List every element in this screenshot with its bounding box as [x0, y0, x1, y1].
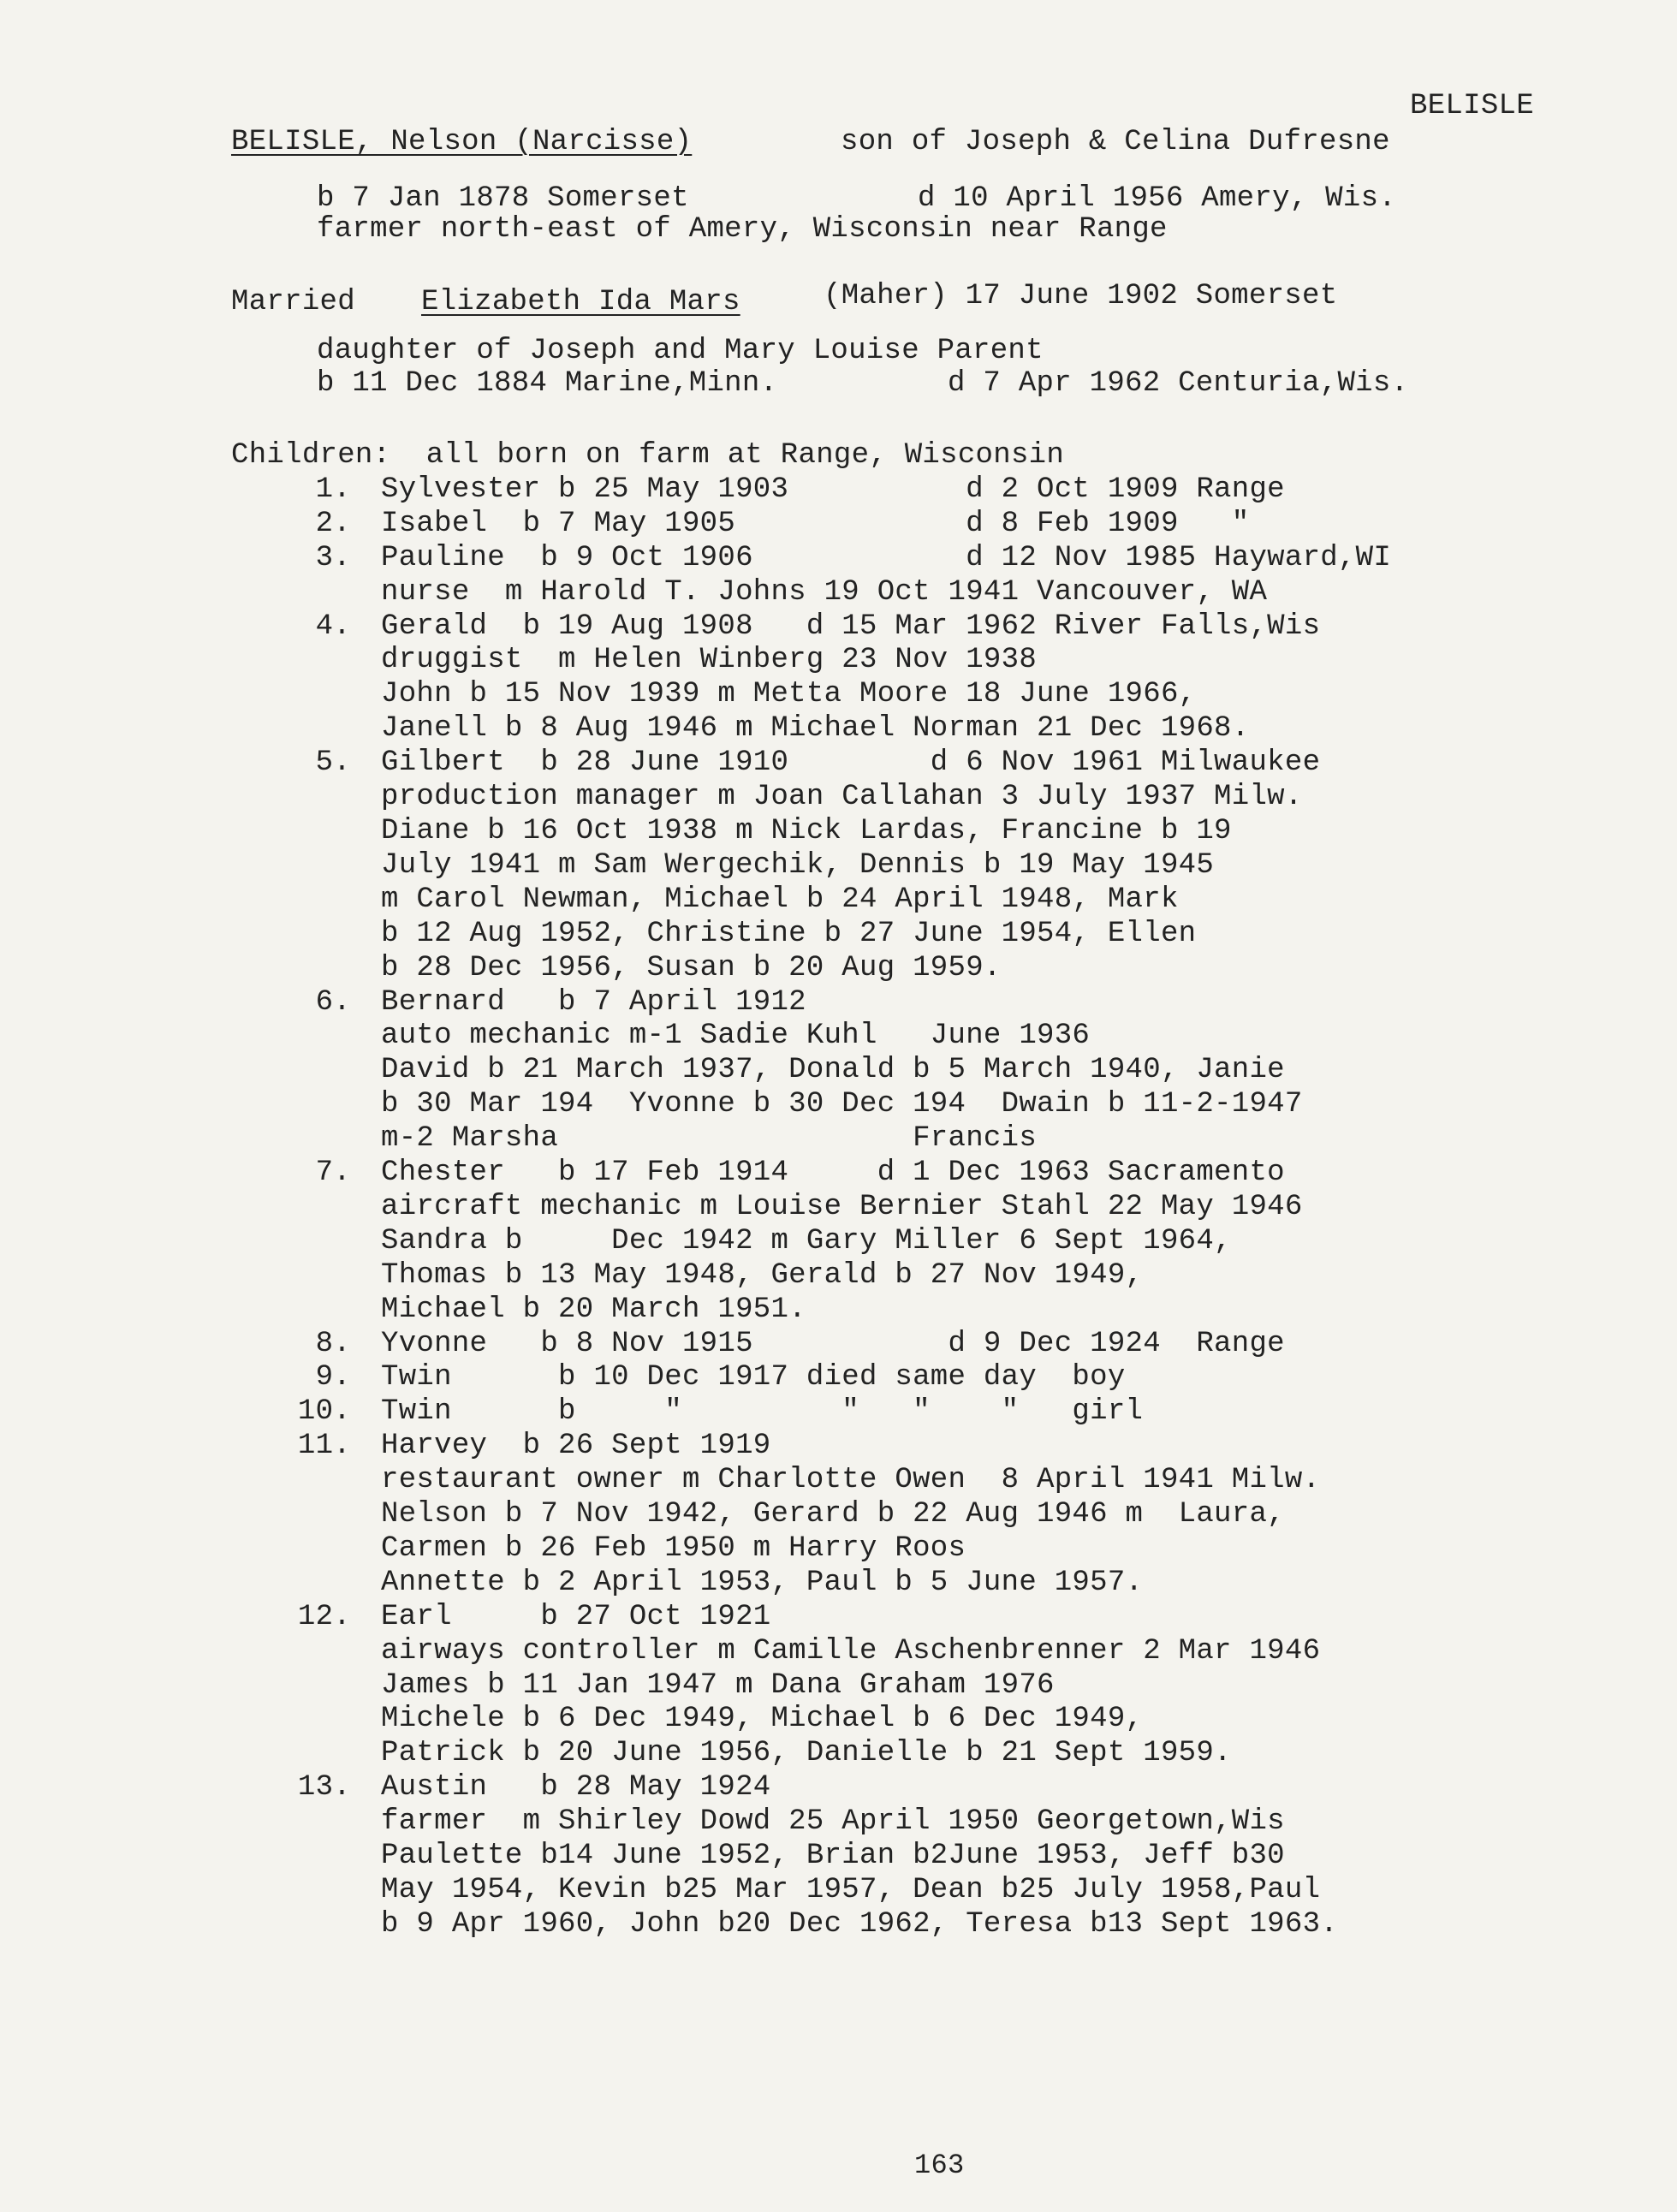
child-detail-line: Patrick b 20 June 1956, Danielle b 21 Sept 1959.	[381, 1737, 1232, 1769]
child-number: 1.	[315, 473, 351, 506]
child-detail-line: John b 15 Nov 1939 m Metta Moore 18 June 1966,	[381, 678, 1197, 711]
child-detail-line: production manager m Joan Callahan 3 July 1937 Milw.	[381, 781, 1303, 813]
child-detail-line: aircraft mechanic m Louise Bernier Stahl 22 May 1946	[381, 1191, 1303, 1223]
children-intro: Children: all born on farm at Range, Wisconsin	[231, 439, 1065, 472]
child-detail-line: Nelson b 7 Nov 1942, Gerard b 22 Aug 1946 m Laura,	[381, 1498, 1285, 1531]
child-number: 4.	[315, 610, 351, 643]
child-entry: Twin b " " " " girl	[381, 1395, 1144, 1428]
child-number: 6.	[315, 986, 351, 1019]
child-detail-line: July 1941 m Sam Wergechik, Dennis b 19 May 1945	[381, 849, 1215, 882]
child-detail-line: Sandra b Dec 1942 m Gary Miller 6 Sept 1964,	[381, 1225, 1232, 1258]
child-detail-line: farmer m Shirley Dowd 25 April 1950 Georgetown,Wis	[381, 1805, 1285, 1838]
child-entry: Earl b 27 Oct 1921	[381, 1601, 771, 1633]
child-entry: Yvonne b 8 Nov 1915 d 9 Dec 1924 Range	[381, 1328, 1285, 1360]
child-number: 5.	[315, 746, 351, 779]
child-detail-line: airways controller m Camille Aschenbrenner 2 Mar 1946	[381, 1635, 1321, 1668]
child-number: 7.	[315, 1157, 351, 1189]
subject-death: d 10 April 1956 Amery, Wis.	[918, 182, 1396, 215]
child-number: 9.	[315, 1361, 351, 1394]
child-entry: Harvey b 26 Sept 1919	[381, 1430, 771, 1462]
child-number: 13.	[297, 1771, 351, 1804]
married-label: Married	[231, 286, 355, 318]
child-detail-line: restaurant owner m Charlotte Owen 8 April 1941 Milw.	[381, 1464, 1321, 1496]
subject-birth: b 7 Jan 1878 Somerset	[317, 182, 689, 215]
surname-header: BELISLE	[1410, 90, 1534, 122]
child-detail-line: May 1954, Kevin b25 Mar 1957, Dean b25 July 1958,Paul	[381, 1874, 1321, 1906]
child-detail-line: Diane b 16 Oct 1938 m Nick Lardas, Francine b 19	[381, 815, 1232, 847]
child-entry: Gerald b 19 Aug 1908 d 15 Mar 1962 River Falls,Wis	[381, 610, 1321, 643]
child-detail-line: Michele b 6 Dec 1949, Michael b 6 Dec 1949,	[381, 1703, 1144, 1735]
child-entry: Twin b 10 Dec 1917 died same day boy	[381, 1361, 1126, 1394]
subject-name: BELISLE, Nelson (Narcisse)	[231, 126, 693, 158]
child-detail-line: b 28 Dec 1956, Susan b 20 Aug 1959.	[381, 952, 1002, 984]
child-entry: Bernard b 7 April 1912	[381, 986, 806, 1019]
child-entry: Chester b 17 Feb 1914 d 1 Dec 1963 Sacramento	[381, 1157, 1285, 1189]
spouse-name: Elizabeth Ida Mars	[421, 286, 740, 318]
child-number: 10.	[297, 1395, 351, 1428]
child-entry: Isabel b 7 May 1905 d 8 Feb 1909 "	[381, 508, 1250, 540]
child-number: 2.	[315, 508, 351, 540]
child-entry: Pauline b 9 Oct 1906 d 12 Nov 1985 Hayward,WI	[381, 542, 1392, 574]
child-detail-line: druggist m Helen Winberg 23 Nov 1938	[381, 644, 1038, 676]
child-detail-line: Janell b 8 Aug 1946 m Michael Norman 21 Dec 1968.	[381, 712, 1250, 745]
child-detail-line: Paulette b14 June 1952, Brian b2June 1953, Jeff b30	[381, 1840, 1285, 1872]
child-detail-line: Carmen b 26 Feb 1950 m Harry Roos	[381, 1532, 966, 1565]
marriage-details: (Maher) 17 June 1902 Somerset	[824, 280, 1338, 312]
spouse-birth: b 11 Dec 1884 Marine,Minn.	[317, 367, 778, 400]
child-detail-line: David b 21 March 1937, Donald b 5 March 1940, Janie	[381, 1054, 1285, 1086]
page-number: 163	[914, 2150, 965, 2181]
spouse-death: d 7 Apr 1962 Centuria,Wis.	[948, 367, 1409, 400]
child-detail-line: m Carol Newman, Michael b 24 April 1948, Mark	[381, 883, 1179, 916]
child-entry: Gilbert b 28 June 1910 d 6 Nov 1961 Milwaukee	[381, 746, 1321, 779]
subject-parents: son of Joseph & Celina Dufresne	[841, 126, 1390, 158]
subject-occupation: farmer north-east of Amery, Wisconsin near Range	[317, 213, 1168, 246]
child-detail-line: b 12 Aug 1952, Christine b 27 June 1954, Ellen	[381, 918, 1197, 950]
child-number: 3.	[315, 542, 351, 574]
child-detail-line: auto mechanic m-1 Sadie Kuhl June 1936	[381, 1020, 1091, 1052]
child-detail-line: James b 11 Jan 1947 m Dana Graham 1976	[381, 1669, 1055, 1702]
child-detail-line: Annette b 2 April 1953, Paul b 5 June 1957.	[381, 1567, 1144, 1599]
child-entry: Sylvester b 25 May 1903 d 2 Oct 1909 Range	[381, 473, 1285, 506]
child-detail-line: Michael b 20 March 1951.	[381, 1293, 806, 1326]
child-number: 11.	[297, 1430, 351, 1462]
child-number: 8.	[315, 1328, 351, 1360]
child-number: 12.	[297, 1601, 351, 1633]
child-detail-line: b 30 Mar 194 Yvonne b 30 Dec 194 Dwain b 11-2-1947	[381, 1088, 1303, 1121]
spouse-parents: daughter of Joseph and Mary Louise Parent	[317, 335, 1044, 367]
child-detail-line: nurse m Harold T. Johns 19 Oct 1941 Vancouver, WA	[381, 576, 1268, 609]
child-entry: Austin b 28 May 1924	[381, 1771, 771, 1804]
child-detail-line: Thomas b 13 May 1948, Gerald b 27 Nov 1949,	[381, 1259, 1144, 1292]
child-detail-line: m-2 Marsha Francis	[381, 1122, 1038, 1155]
child-detail-line: b 9 Apr 1960, John b20 Dec 1962, Teresa b13 Sept 1963.	[381, 1908, 1338, 1941]
